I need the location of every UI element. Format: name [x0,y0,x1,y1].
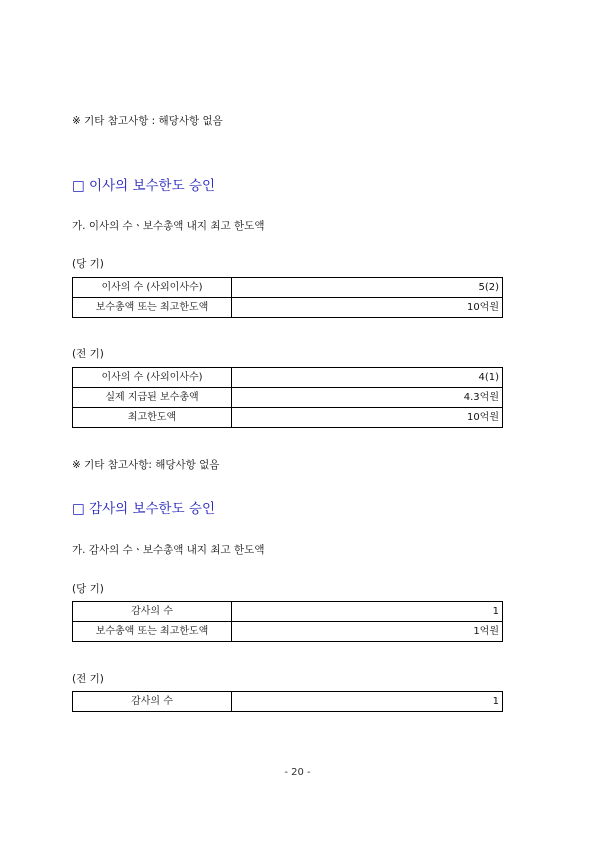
table-value-cell: 1억원 [232,622,503,642]
table-key-cell: 이사의 수 (사외이사수) [73,368,232,388]
auditor-prior-table [72,691,503,712]
table-value-cell: 10억원 [232,408,503,428]
table-row [73,602,503,622]
note-other-references-2: ※ 기타 참고사항: 해당사항 없음 [72,459,220,471]
table-key-cell: 감사의 수 [73,692,232,712]
table-row [73,278,503,298]
page-number: - 20 - [284,767,311,778]
table-row [73,692,503,712]
section-heading-director-pay-limit: □ 이사의 보수한도 승인 [72,178,215,194]
table-value-cell: 10억원 [232,298,503,318]
director-current-table [72,277,503,318]
table-row [73,622,503,642]
table-key-cell: 실제 지급된 보수총액 [73,388,232,408]
director-subtitle: 가. 이사의 수ㆍ보수총액 내지 최고 한도액 [72,220,265,232]
auditor-subtitle: 가. 감사의 수ㆍ보수총액 내지 최고 한도액 [72,544,265,556]
table-value-cell: 1 [232,692,503,712]
table-row [73,388,503,408]
table-row [73,298,503,318]
table-row [73,368,503,388]
director-prior-table [72,367,503,428]
note-other-references-1: ※ 기타 참고사항 : 해당사항 없음 [72,115,223,127]
table-value-cell: 4(1) [232,368,503,388]
table-row [73,408,503,428]
table-value-cell: 1 [232,602,503,622]
table-key-cell: 이사의 수 (사외이사수) [73,278,232,298]
table-value-cell: 5(2) [232,278,503,298]
table-key-cell: 보수총액 또는 최고한도액 [73,298,232,318]
director-current-label: (당 기) [72,258,104,270]
auditor-prior-label: (전 기) [72,673,104,685]
table-value-cell: 4.3억원 [232,388,503,408]
auditor-current-label: (당 기) [72,583,104,595]
director-prior-label: (전 기) [72,348,104,360]
table-key-cell: 감사의 수 [73,602,232,622]
table-key-cell: 보수총액 또는 최고한도액 [73,622,232,642]
table-key-cell: 최고한도액 [73,408,232,428]
section-heading-auditor-pay-limit: □ 감사의 보수한도 승인 [72,501,215,517]
auditor-current-table [72,601,503,642]
